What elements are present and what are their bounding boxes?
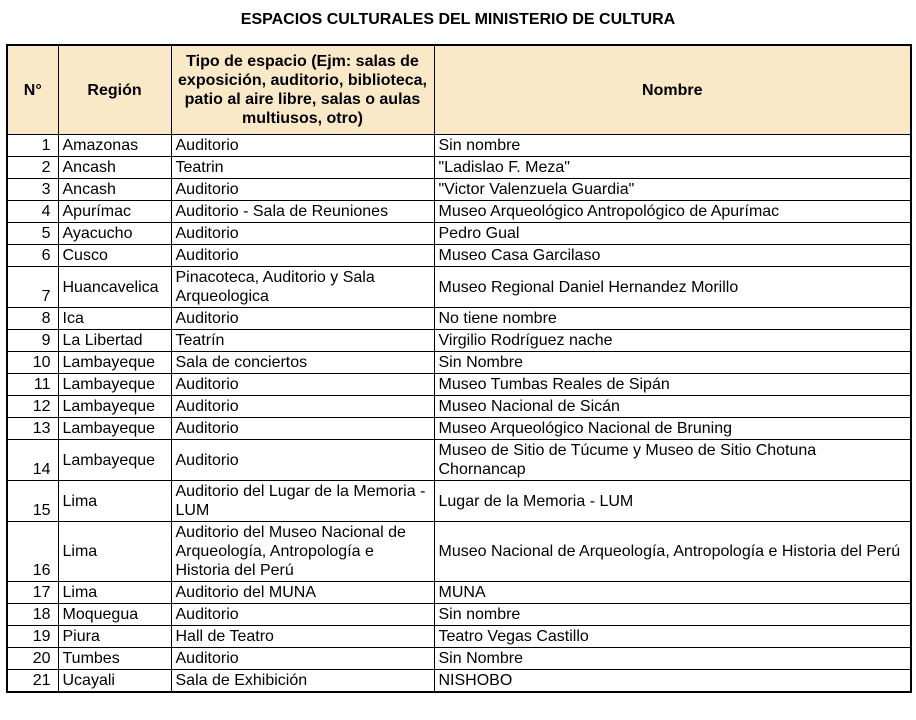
cell-numero: 15	[7, 481, 58, 522]
cell-region: Lambayeque	[58, 418, 171, 440]
table-row	[7, 179, 911, 201]
table-body	[7, 135, 911, 693]
cell-region: Moquegua	[58, 604, 171, 626]
cell-numero: 14	[7, 440, 58, 481]
cell-region: Huancavelica	[58, 267, 171, 308]
cell-tipo: Teatrin	[171, 157, 434, 179]
cell-nombre: Sin Nombre	[434, 352, 911, 374]
cell-tipo: Auditorio	[171, 396, 434, 418]
cell-tipo: Auditorio	[171, 223, 434, 245]
cell-nombre: Museo Casa Garcilaso	[434, 245, 911, 267]
cell-numero: 21	[7, 670, 58, 693]
column-header-nombre: Nombre	[434, 45, 911, 135]
table-row	[7, 308, 911, 330]
cell-nombre: Museo Nacional de Sicán	[434, 396, 911, 418]
cell-nombre: Museo Arqueológico Antropológico de Apurímac	[434, 201, 911, 223]
cell-tipo: Auditorio	[171, 245, 434, 267]
column-header-tipo-espacio: Tipo de espacio (Ejm: salas de exposición, auditorio, biblioteca, patio al aire libre, salas o aulas multiusos, otro)	[171, 45, 434, 135]
table-row	[7, 626, 911, 648]
cell-tipo: Sala de conciertos	[171, 352, 434, 374]
table-row	[7, 352, 911, 374]
column-header-numero: N°	[7, 45, 58, 135]
table-row	[7, 481, 911, 522]
cell-region: Ica	[58, 308, 171, 330]
cell-numero: 5	[7, 223, 58, 245]
cell-tipo: Pinacoteca, Auditorio y Sala Arqueologica	[171, 267, 434, 308]
cell-tipo: Auditorio del MUNA	[171, 582, 434, 604]
cell-numero: 2	[7, 157, 58, 179]
table-row	[7, 223, 911, 245]
cell-numero: 16	[7, 522, 58, 582]
cell-nombre: MUNA	[434, 582, 911, 604]
table-row	[7, 201, 911, 223]
header-row	[7, 45, 911, 135]
cell-region: Tumbes	[58, 648, 171, 670]
cell-numero: 13	[7, 418, 58, 440]
cell-tipo: Auditorio del Lugar de la Memoria - LUM	[171, 481, 434, 522]
table-row	[7, 648, 911, 670]
cell-nombre: No tiene nombre	[434, 308, 911, 330]
cell-tipo: Auditorio - Sala de Reuniones	[171, 201, 434, 223]
cell-tipo: Auditorio	[171, 648, 434, 670]
cell-numero: 17	[7, 582, 58, 604]
cell-numero: 8	[7, 308, 58, 330]
cell-numero: 11	[7, 374, 58, 396]
cell-nombre: Museo Arqueológico Nacional de Bruning	[434, 418, 911, 440]
cell-numero: 1	[7, 135, 58, 157]
table-row	[7, 418, 911, 440]
cell-tipo: Sala de Exhibición	[171, 670, 434, 693]
cell-nombre: Lugar de la Memoria - LUM	[434, 481, 911, 522]
cell-nombre: Museo Regional Daniel Hernandez Morillo	[434, 267, 911, 308]
cell-region: Piura	[58, 626, 171, 648]
cell-region: La Libertad	[58, 330, 171, 352]
cell-numero: 6	[7, 245, 58, 267]
cell-nombre: Museo de Sitio de Túcume y Museo de Sitio Chotuna Chornancap	[434, 440, 911, 481]
cell-tipo: Auditorio	[171, 374, 434, 396]
cell-nombre: Sin nombre	[434, 604, 911, 626]
table-row	[7, 670, 911, 693]
cell-tipo: Auditorio	[171, 604, 434, 626]
cell-nombre: NISHOBO	[434, 670, 911, 693]
cell-nombre: Teatro Vegas Castillo	[434, 626, 911, 648]
cell-numero: 4	[7, 201, 58, 223]
table-row	[7, 245, 911, 267]
cell-region: Ancash	[58, 179, 171, 201]
cell-nombre: Virgilio Rodríguez nache	[434, 330, 911, 352]
cell-nombre: Museo Nacional de Arqueología, Antropología e Historia del Perú	[434, 522, 911, 582]
cell-region: Apurímac	[58, 201, 171, 223]
column-header-region: Región	[58, 45, 171, 135]
table-row	[7, 604, 911, 626]
cell-region: Lima	[58, 582, 171, 604]
cell-nombre: "Ladislao F. Meza"	[434, 157, 911, 179]
cell-numero: 12	[7, 396, 58, 418]
cell-region: Lambayeque	[58, 440, 171, 481]
cell-numero: 7	[7, 267, 58, 308]
cell-region: Ayacucho	[58, 223, 171, 245]
cell-tipo: Auditorio del Museo Nacional de Arqueología, Antropología e Historia del Perú	[171, 522, 434, 582]
cell-numero: 9	[7, 330, 58, 352]
cell-region: Lambayeque	[58, 352, 171, 374]
cell-tipo: Auditorio	[171, 308, 434, 330]
cell-tipo: Auditorio	[171, 418, 434, 440]
page-title: ESPACIOS CULTURALES DEL MINISTERIO DE CULTURA	[240, 11, 676, 28]
cell-nombre: Museo Tumbas Reales de Sipán	[434, 374, 911, 396]
espacios-culturales-table	[6, 44, 912, 693]
cell-region: Lima	[58, 522, 171, 582]
cell-region: Ucayali	[58, 670, 171, 693]
cell-region: Lambayeque	[58, 374, 171, 396]
cell-region: Lima	[58, 481, 171, 522]
table-row	[7, 582, 911, 604]
cell-region: Ancash	[58, 157, 171, 179]
cell-tipo: Hall de Teatro	[171, 626, 434, 648]
cell-nombre: Sin nombre	[434, 135, 911, 157]
cell-region: Lambayeque	[58, 396, 171, 418]
cell-tipo: Auditorio	[171, 440, 434, 481]
cell-tipo: Auditorio	[171, 179, 434, 201]
cell-numero: 19	[7, 626, 58, 648]
cell-tipo: Teatrín	[171, 330, 434, 352]
cell-region: Cusco	[58, 245, 171, 267]
table-row	[7, 267, 911, 308]
table-row	[7, 440, 911, 481]
cell-nombre: Pedro Gual	[434, 223, 911, 245]
table-row	[7, 135, 911, 157]
cell-numero: 20	[7, 648, 58, 670]
table-row	[7, 330, 911, 352]
cell-numero: 3	[7, 179, 58, 201]
cell-numero: 18	[7, 604, 58, 626]
table-row	[7, 157, 911, 179]
cell-tipo: Auditorio	[171, 135, 434, 157]
table-row	[7, 396, 911, 418]
cell-region: Amazonas	[58, 135, 171, 157]
cell-nombre: "Victor Valenzuela Guardia"	[434, 179, 911, 201]
cell-numero: 10	[7, 352, 58, 374]
table-row	[7, 522, 911, 582]
cell-nombre: Sin Nombre	[434, 648, 911, 670]
table-row	[7, 374, 911, 396]
